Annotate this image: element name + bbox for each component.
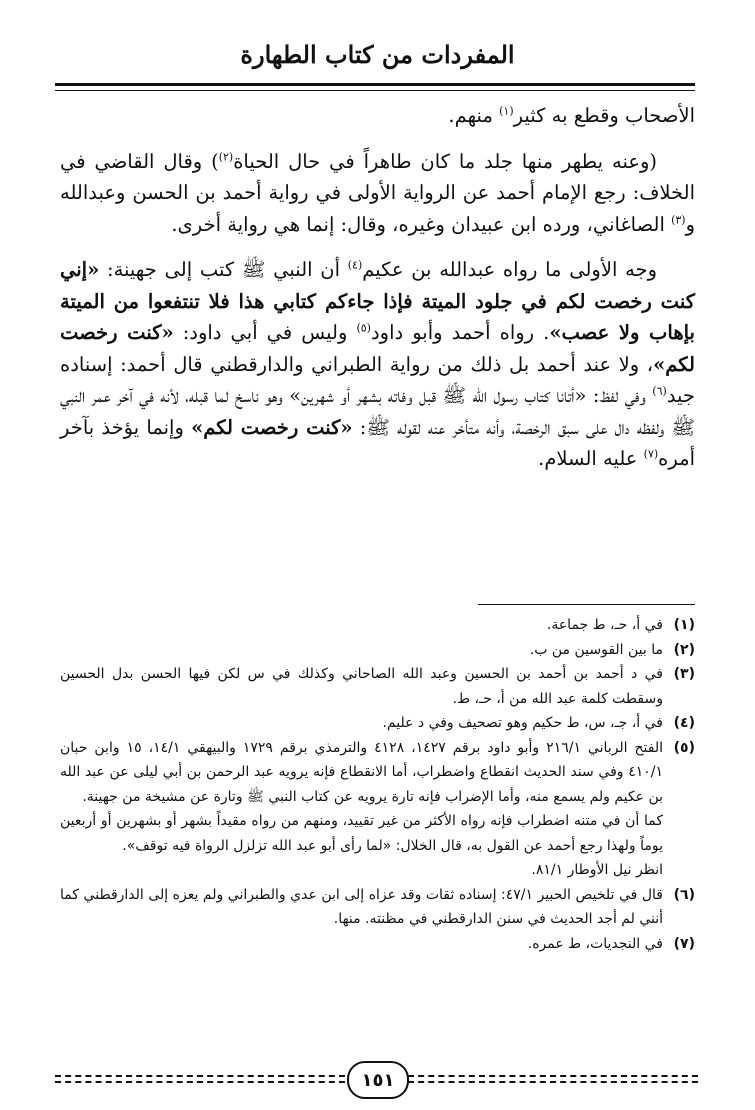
text-run: ، ولا عند أحمد بل ذلك من رواية الطبراني والدارقطني قال أحمد: إسناده جيد [60,352,695,407]
footnote-number: (٦) [673,886,695,903]
footnote-number: (٧) [673,935,695,952]
footnote-6 [60,883,695,932]
paragraph-3 [60,254,695,475]
footnote-text: كما أن في متنه اضطراب فإنه رواه الأكثر من غير تقييد، ومنهم من رواه مقيداً بشهر أو بشهرين أو أربعين يوماً ولهذا رجع أحمد عن القول به، قال الخلال: «لما رأى أبو عبد الله تزلزل الرواة فيه توقف». [60,813,663,854]
footnote-2 [60,638,695,663]
footnote-7 [60,932,695,957]
paragraph-1 [60,100,695,132]
text-run: وليس في أبي داود: [173,321,357,344]
footer-rule [408,1081,698,1083]
running-header: المفردات من كتاب الطهارة [240,40,515,69]
main-text [60,100,695,475]
footnote-text: الفتح الرباني ٢١٦/١ وأبو داود برقم ١٤٢٧، ٤١٢٨ والترمذي برقم ١٧٢٩ والبيهقي ١٤/١، ١٥ وابن حبان ٤١٠/١ وفي سند الحديث انقطاع واضطراب، أما الانقطاع فإنه يرويه عبد الرحمن بن أبي ليلى عن عبد الله بن عكيم ولم يسمع منه، وأما الإضراب فإنه تارة يرويه عن كتاب النبي ﷺ وتارة عن مشيخة من جهينة. [60,739,663,805]
footnote-ref-3: (٣) [671,213,686,226]
footnote-number: (٢) [673,641,695,658]
footnote-text: قال في تلخيص الحبير ٤٧/١: إسناده ثقات وقد عزاه إلى ابن عدي والطبراني ولم يعزه إلى الدارقطني كما أنني لم أجد الحديث في سنن الدارقطني في مظنته. منها. [60,886,663,927]
text-run: أن النبي ﷺ كتب إلى جهينة: [99,258,348,281]
text-run: وجه الأولى ما رواه عبدالله بن عكيم [362,258,657,281]
text-run: الصاغاني، ورده ابن عبيدان وغيره، وقال: إنما هي رواية أخرى. [171,212,672,236]
hadith-quote: «كنت رخصت لكم» [60,321,695,376]
footnote-text: في د أحمد بن أحمد بن الحسين وعبد الله الصاحاني وكذلك في س لكن فيها الحسن بدل الحسين وسقطت كلمة عبد الله من أ، حـ، ط. [60,666,663,707]
footnotes [60,613,695,956]
footnote-text: ما بين القوسين من ب. [529,641,663,658]
footnote-4 [60,711,695,736]
hadith-quote: «كنت رخصت لكم» [191,415,353,439]
header-rule-thin [55,90,695,91]
hadith-quote: «إني كنت رخصت لكم في جلود الميتة فإذا جاءكم كتابي هذا فلا تنتفعوا من الميتة بإهاب ولا عصب» [60,258,695,344]
footnote-text: في النجديات، ط عمره. [527,935,663,952]
footnote-number: (٥) [673,739,695,756]
footnote-3 [60,662,695,711]
footnote-number: (٣) [673,666,695,682]
footer-rule [55,1081,345,1083]
footnote-number: (٤) [673,715,695,731]
text-run: الأصحاب وقطع به كثير [513,104,695,127]
footnote-1 [60,613,695,638]
text-run: (وعنه يطهر منها جلد ما كان طاهراً في حال الحياة [233,149,657,173]
text-run: وفي لفظ: «أتانا كتاب رسول الله ﷺ قبل وفاته بشهر أو شهرين» وهو ناسخ لما قبله، لأنه في آخر عمر النبي ﷺ ولفظه دال على سبق الرخصة، وأنه متأخر عنه لقوله ﷺ: [60,384,695,439]
footnote-number: (١) [673,617,695,633]
footnote-text: في أ، جـ، س، ط حكيم وهو تصحيف وفي د عليم. [382,715,663,731]
page-number: ١٥١ [347,1061,409,1099]
footnote-5 [60,736,695,883]
footnote-separator [478,604,695,605]
footnote-text: في أ، حـ، ط جماعة. [546,617,663,633]
text-run: ) وقال القاضي في الخلاف: رجع الإمام أحمد عن الرواية الأولى في رواية أحمد بن الحسن وعبدالله و [60,149,695,236]
text-run: عليه السلام. [538,447,644,470]
text-run: وإنما يؤخذ بآخر أمره [60,415,695,470]
footnote-ref-6: (٦) [652,384,667,398]
footer-rule [408,1075,698,1077]
text-run: منهم. [448,104,500,127]
footnote-ref-5: (٥) [356,321,371,335]
footnote-ref-2: (٢) [218,150,234,163]
text-run: . رواه أحمد وأبو داود [370,321,550,344]
footnote-ref-1: (١) [499,104,514,118]
footnote-ref-4: (٤) [347,258,363,272]
header-rule [55,83,695,86]
footnote-text: انظر نيل الأوطار ٨١/١. [531,862,663,878]
footer-rule [55,1075,345,1077]
paragraph-2 [60,146,695,241]
footnote-ref-7: (٧) [643,447,659,461]
